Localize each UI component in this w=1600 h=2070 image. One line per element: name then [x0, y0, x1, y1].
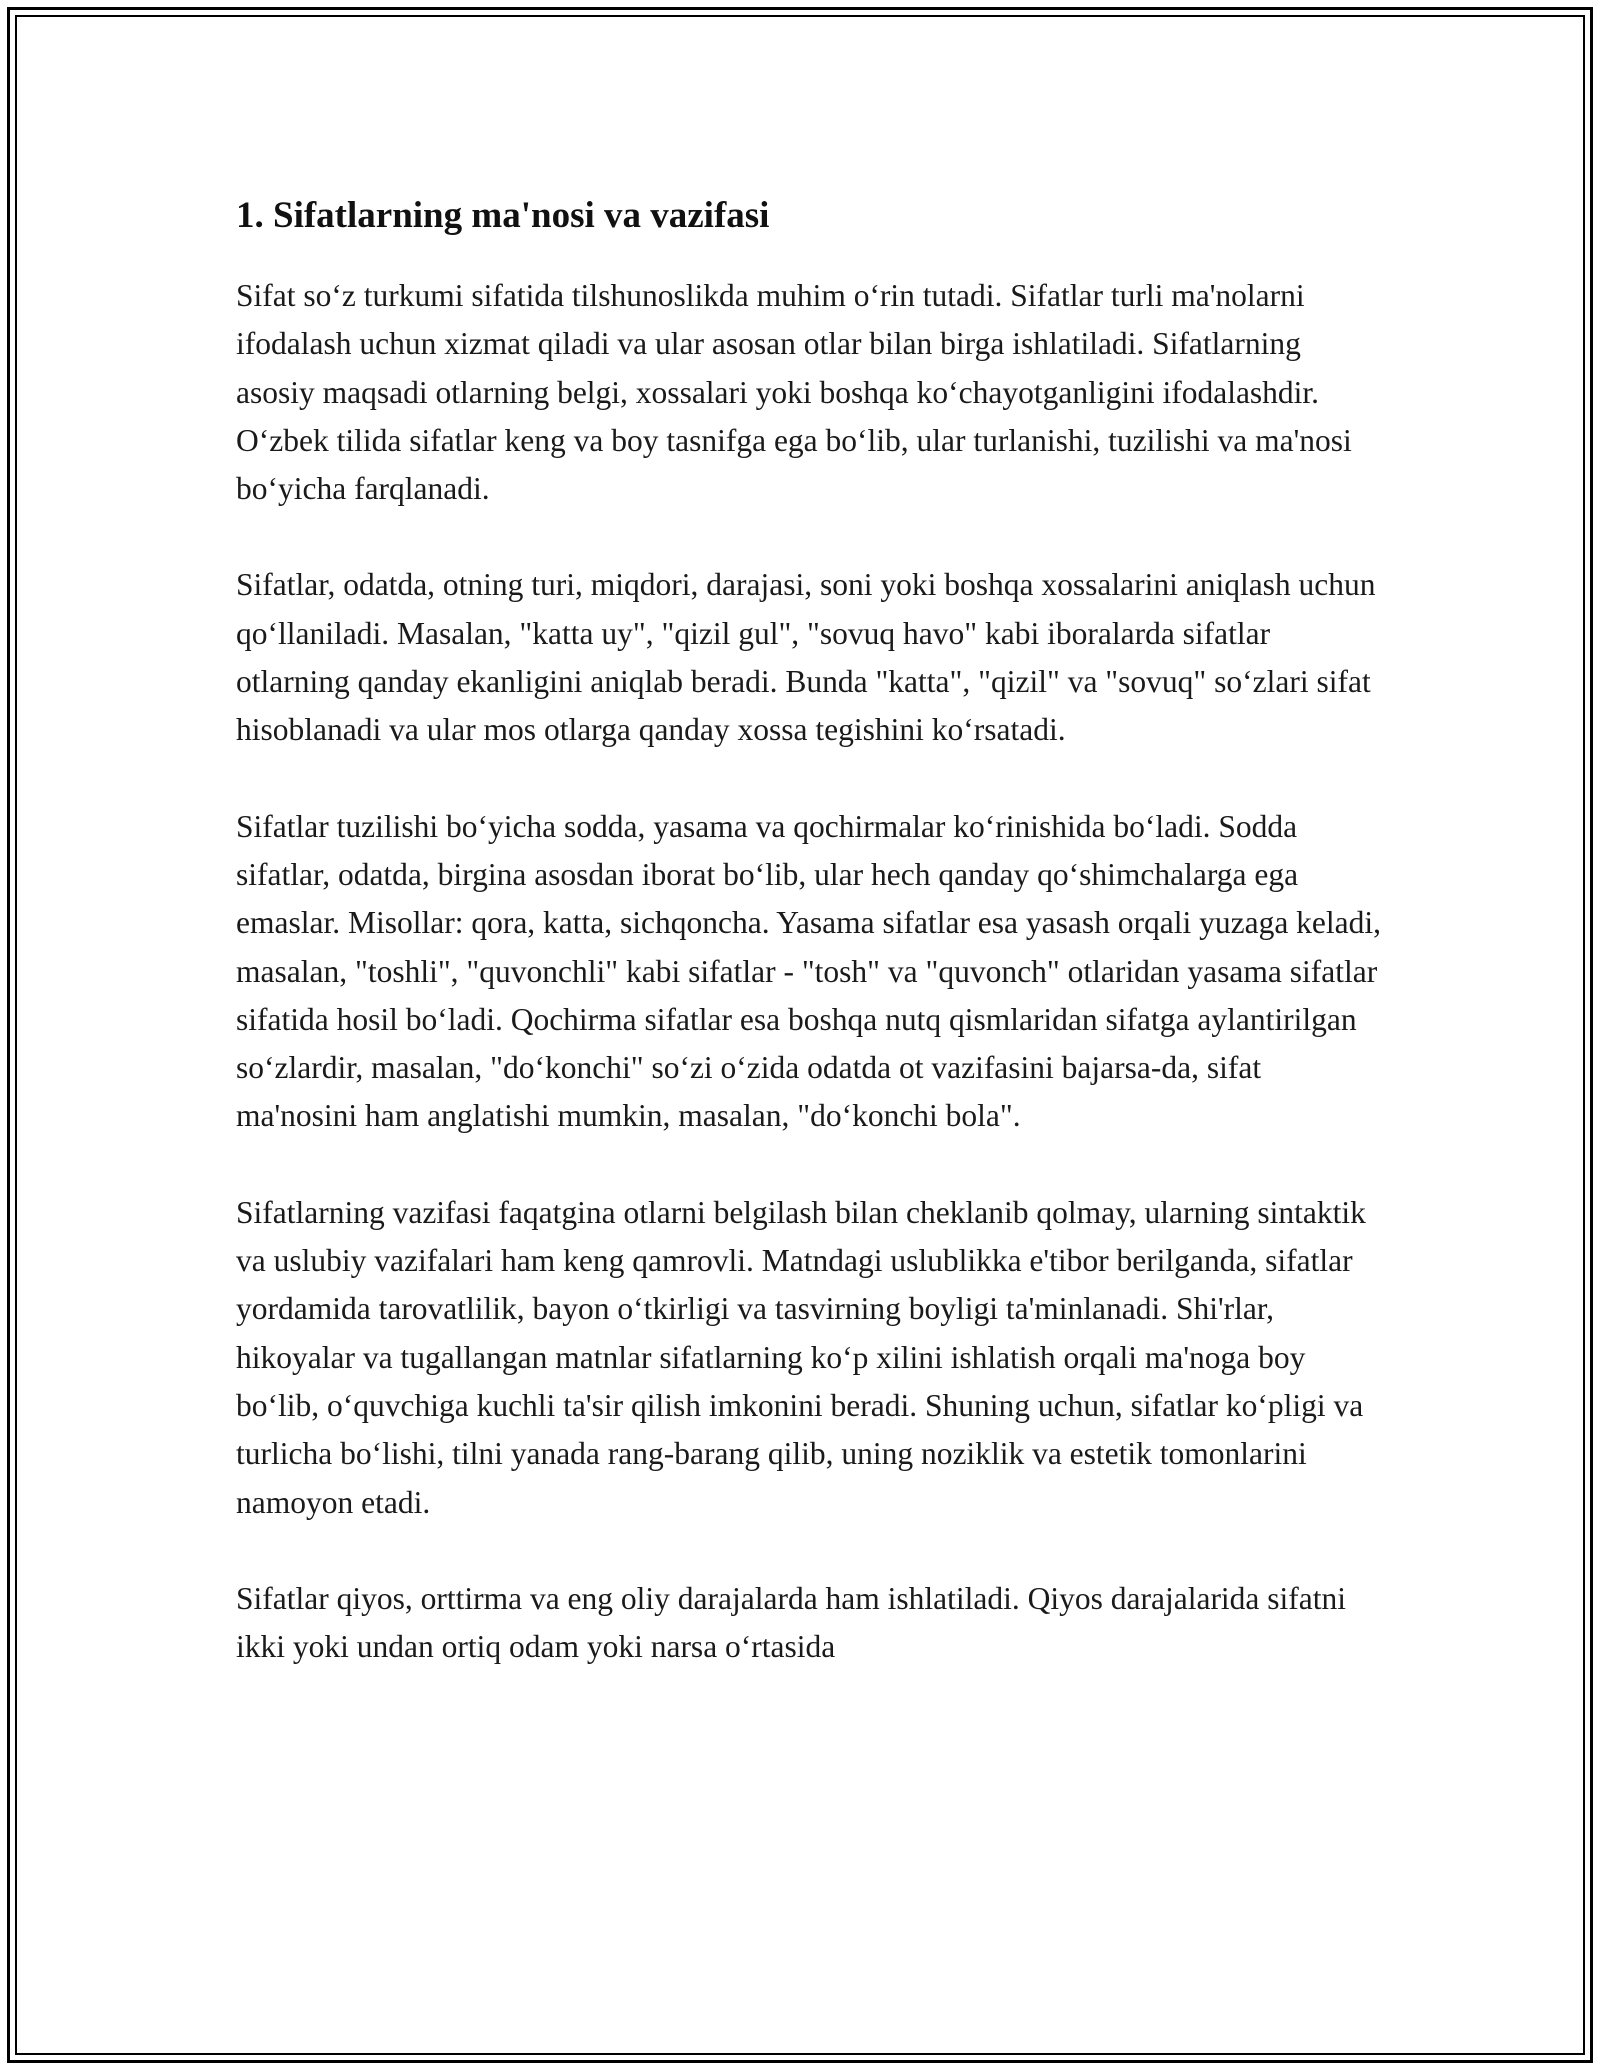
document-body: [236, 186, 1386, 1719]
section-heading: 1. Sifatlarning ma'nosi va vazifasi: [236, 195, 770, 236]
paragraph-5: Sifatlar qiyos, orttirma va eng oliy darajalarda ham ishlatiladi. Qiyos darajalarida sifatni ikki yoki undan ortiq odam yoki narsa o‘rtasida: [236, 1580, 1347, 1665]
paragraph-3: Sifatlar tuzilishi bo‘yicha sodda, yasama va qochirmalar ko‘rinishida bo‘ladi. Sodda sifatlar, odatda, birgina asosdan iborat bo‘lib, ular hech qanday qo‘shimchalarga ega emaslar. Misollar: qora, katta, sichqoncha. Yasama sifatlar esa yasash orqali yuzaga keladi, masalan, "toshli", "quvonchli" kabi sifatlar - "tosh" va "quvonch" otlaridan yasama sifatlar sifatida hosil bo‘ladi. Qochirma sifatlar esa boshqa nutq qismlaridan sifatga aylantirilgan so‘zlardir, masalan, "do‘konchi" so‘zi o‘zida odatda ot vazifasini bajarsa-da, sifat ma'nosini ham anglatishi mumkin, masalan, "do‘konchi bola".: [236, 808, 1382, 1134]
paragraph-4: Sifatlarning vazifasi faqatgina otlarni belgilash bilan cheklanib qolmay, ularning sintaktik va uslubiy vazifalari ham keng qamrovli. Matndagi uslublikka e'tibor berilganda, sifatlar yordamida tarovatlilik, bayon o‘tkirligi va tasvirning boyligi ta'minlanadi. Shi'rlar, hikoyalar va tugallangan matnlar sifatlarning ko‘p xilini ishlatish orqali ma'noga boy bo‘lib, o‘quvchiga kuchli ta'sir qilish imkonini beradi. Shuning uchun, sifatlar ko‘pligi va turlicha bo‘lishi, tilni yanada rang-barang qilib, uning noziklik va estetik tomonlarini namoyon etadi.: [236, 1194, 1366, 1520]
paragraph-1: Sifat so‘z turkumi sifatida tilshunoslikda muhim o‘rin tutadi. Sifatlar turli ma'nolarni ifodalash uchun xizmat qiladi va ular asosan otlar bilan birga ishlatiladi. Sifatlarning asosiy maqsadi otlarning belgi, xossalari yoki boshqa ko‘chayotganligini ifodalashdir. O‘zbek tilida sifatlar keng va boy tasnifga ega bo‘lib, ular turlanishi, tuzilishi va ma'nosi bo‘yicha farqlanadi.: [236, 278, 1352, 507]
paragraph-2: Sifatlar, odatda, otning turi, miqdori, darajasi, soni yoki boshqa xossalarini aniqlash uchun qo‘llaniladi. Masalan, "katta uy", "qizil gul", "sovuq havo" kabi iboralarda sifatlar otlarning qanday ekanligini aniqlab beradi. Bunda "katta", "qizil" va "sovuq" so‘zlari sifat hisoblanadi va ular mos otlarga qanday xossa tegishini ko‘rsatadi.: [236, 567, 1376, 748]
